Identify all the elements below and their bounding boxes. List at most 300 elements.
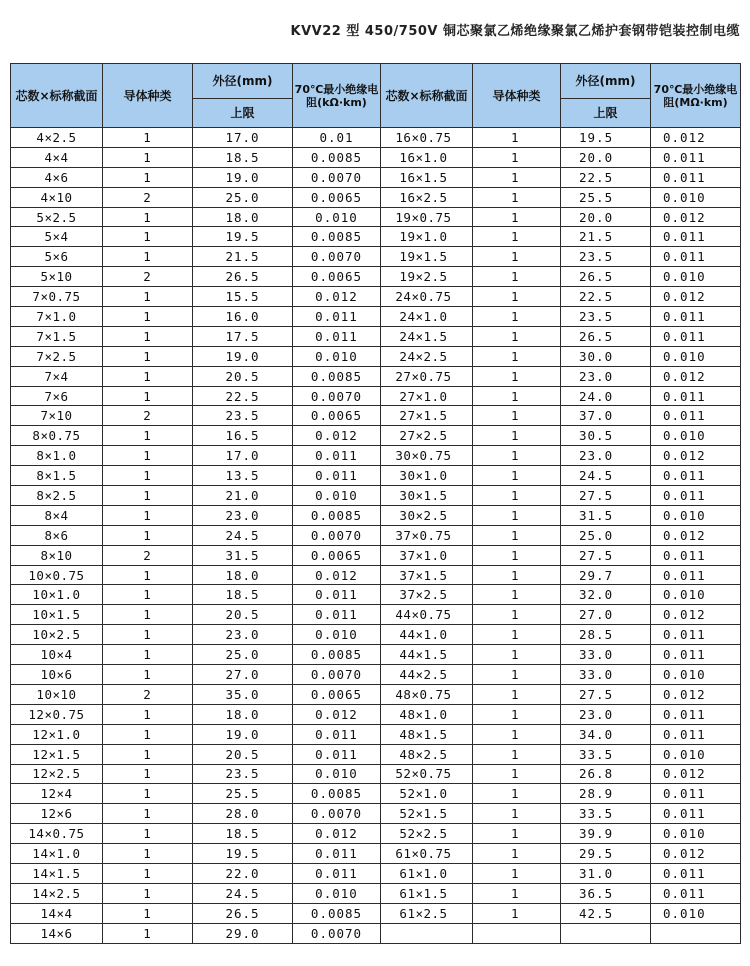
cell-insulation-right: 0.010 [651, 346, 741, 366]
cell-insulation: 0.0065 [293, 545, 381, 565]
table-body [11, 128, 741, 944]
cell-conductor-right: 1 [473, 645, 561, 665]
cell-conductor: 2 [103, 187, 193, 207]
cell-insulation-right: 0.012 [651, 207, 741, 227]
table-row [11, 326, 741, 346]
cell-diameter: 20.5 [193, 605, 293, 625]
cell-conductor: 1 [103, 645, 193, 665]
cell-diameter: 19.5 [193, 844, 293, 864]
cell-diameter-right: 23.5 [561, 307, 651, 327]
cell-cores-right: 37×2.5 [381, 585, 473, 605]
table-row [11, 147, 741, 167]
cell-insulation: 0.0070 [293, 923, 381, 943]
cell-insulation-right: 0.011 [651, 625, 741, 645]
cell-insulation: 0.010 [293, 883, 381, 903]
cell-cores: 8×10 [11, 545, 103, 565]
cell-diameter-right: 29.7 [561, 565, 651, 585]
cell-cores-right: 61×1.5 [381, 883, 473, 903]
cell-conductor: 1 [103, 704, 193, 724]
cell-conductor-right: 1 [473, 585, 561, 605]
cell-insulation-right: 0.010 [651, 824, 741, 844]
cell-cores-right: 52×2.5 [381, 824, 473, 844]
cell-diameter: 25.5 [193, 784, 293, 804]
table-row [11, 486, 741, 506]
cell-diameter-right: 21.5 [561, 227, 651, 247]
cell-diameter: 16.5 [193, 426, 293, 446]
cell-diameter: 19.5 [193, 227, 293, 247]
cell-conductor: 2 [103, 267, 193, 287]
cell-cores-right: 52×1.5 [381, 804, 473, 824]
cell-conductor: 1 [103, 764, 193, 784]
cell-insulation: 0.011 [293, 307, 381, 327]
cell-insulation-right: 0.011 [651, 227, 741, 247]
cell-insulation-right: 0.010 [651, 426, 741, 446]
cell-conductor: 1 [103, 744, 193, 764]
cell-diameter: 18.5 [193, 147, 293, 167]
cell-cores: 14×4 [11, 903, 103, 923]
cell-cores-right: 30×1.5 [381, 486, 473, 506]
cell-insulation-right: 0.012 [651, 764, 741, 784]
cell-diameter: 17.5 [193, 326, 293, 346]
cell-conductor-right: 1 [473, 625, 561, 645]
cell-cores: 10×1.5 [11, 605, 103, 625]
cell-cores-right: 61×0.75 [381, 844, 473, 864]
cell-conductor: 1 [103, 147, 193, 167]
cell-diameter-right: 26.8 [561, 764, 651, 784]
table-row [11, 923, 741, 943]
cell-diameter: 23.5 [193, 406, 293, 426]
cell-conductor: 1 [103, 207, 193, 227]
cell-insulation: 0.011 [293, 605, 381, 625]
cell-conductor: 1 [103, 326, 193, 346]
cell-insulation-right: 0.011 [651, 167, 741, 187]
table-row [11, 883, 741, 903]
cell-conductor: 1 [103, 128, 193, 148]
cell-insulation-right: 0.011 [651, 724, 741, 744]
cell-diameter: 22.0 [193, 863, 293, 883]
cell-insulation-right: 0.011 [651, 704, 741, 724]
cell-diameter: 26.5 [193, 267, 293, 287]
cell-conductor-right: 1 [473, 128, 561, 148]
cell-cores: 8×6 [11, 525, 103, 545]
cell-diameter-right: 25.0 [561, 525, 651, 545]
cell-cores-right: 30×2.5 [381, 505, 473, 525]
cell-cores: 8×1.5 [11, 466, 103, 486]
cell-diameter-right: 25.5 [561, 187, 651, 207]
cell-diameter-right: 26.5 [561, 326, 651, 346]
table-row [11, 645, 741, 665]
cell-conductor-right: 1 [473, 903, 561, 923]
table-row [11, 764, 741, 784]
cell-diameter: 18.0 [193, 207, 293, 227]
cell-insulation: 0.010 [293, 486, 381, 506]
cell-insulation: 0.0085 [293, 645, 381, 665]
cell-conductor: 1 [103, 446, 193, 466]
cell-diameter: 19.0 [193, 724, 293, 744]
cell-diameter-right: 23.0 [561, 366, 651, 386]
cell-conductor: 1 [103, 346, 193, 366]
cell-conductor-right: 1 [473, 406, 561, 426]
cell-conductor: 1 [103, 625, 193, 645]
cell-insulation: 0.012 [293, 824, 381, 844]
cell-diameter-right [561, 923, 651, 943]
cell-cores-right: 44×1.0 [381, 625, 473, 645]
table-row [11, 128, 741, 148]
cell-cores: 12×2.5 [11, 764, 103, 784]
cell-cores: 10×0.75 [11, 565, 103, 585]
header-upper-limit-right: 上限 [561, 99, 651, 128]
cell-conductor-right: 1 [473, 207, 561, 227]
cell-insulation-right: 0.012 [651, 446, 741, 466]
cell-insulation-right: 0.010 [651, 187, 741, 207]
cell-diameter: 15.5 [193, 287, 293, 307]
cell-diameter: 23.0 [193, 505, 293, 525]
cell-cores: 7×0.75 [11, 287, 103, 307]
cell-cores: 12×6 [11, 804, 103, 824]
cell-diameter-right: 20.0 [561, 207, 651, 227]
cell-cores-right: 19×1.0 [381, 227, 473, 247]
cell-cores-right: 61×1.0 [381, 863, 473, 883]
cell-conductor-right: 1 [473, 605, 561, 625]
cell-insulation-right: 0.012 [651, 366, 741, 386]
cell-diameter-right: 33.0 [561, 645, 651, 665]
cell-diameter: 25.0 [193, 645, 293, 665]
table-row [11, 724, 741, 744]
cell-insulation-right: 0.011 [651, 545, 741, 565]
cell-insulation: 0.011 [293, 585, 381, 605]
cell-cores-right: 37×0.75 [381, 525, 473, 545]
cell-cores-right: 16×0.75 [381, 128, 473, 148]
cell-diameter: 13.5 [193, 466, 293, 486]
cell-diameter: 16.0 [193, 307, 293, 327]
page-title: KVV22 型 450/750V 铜芯聚氯乙烯绝缘聚氯乙烯护套钢带铠装控制电缆 [290, 24, 740, 39]
cell-conductor: 1 [103, 247, 193, 267]
cell-conductor: 1 [103, 167, 193, 187]
cell-conductor: 1 [103, 486, 193, 506]
cell-conductor: 1 [103, 565, 193, 585]
cell-insulation: 0.0070 [293, 804, 381, 824]
table-row [11, 446, 741, 466]
cable-spec-table [10, 63, 741, 944]
cell-diameter-right: 33.0 [561, 665, 651, 685]
header-upper-limit: 上限 [193, 99, 293, 128]
cell-insulation: 0.01 [293, 128, 381, 148]
cell-insulation-right: 0.012 [651, 525, 741, 545]
cell-insulation-right: 0.010 [651, 585, 741, 605]
cell-insulation: 0.0070 [293, 525, 381, 545]
cell-conductor: 2 [103, 545, 193, 565]
cell-insulation-right: 0.011 [651, 466, 741, 486]
cell-diameter: 23.0 [193, 625, 293, 645]
cell-cores-right: 16×2.5 [381, 187, 473, 207]
cell-conductor: 1 [103, 287, 193, 307]
table-header [11, 64, 741, 128]
cell-insulation-right: 0.011 [651, 784, 741, 804]
cell-diameter: 18.0 [193, 565, 293, 585]
cell-conductor: 1 [103, 863, 193, 883]
cell-conductor-right: 1 [473, 804, 561, 824]
cell-cores-right: 19×1.5 [381, 247, 473, 267]
table-row [11, 366, 741, 386]
table-row [11, 863, 741, 883]
cell-cores: 14×1.0 [11, 844, 103, 864]
cell-insulation: 0.0070 [293, 665, 381, 685]
cell-conductor: 1 [103, 307, 193, 327]
cell-cores: 12×4 [11, 784, 103, 804]
cell-diameter-right: 19.5 [561, 128, 651, 148]
cell-insulation: 0.0085 [293, 903, 381, 923]
cell-insulation-right: 0.012 [651, 684, 741, 704]
cell-cores: 7×4 [11, 366, 103, 386]
cell-conductor: 1 [103, 903, 193, 923]
cell-conductor: 1 [103, 824, 193, 844]
cell-conductor: 1 [103, 386, 193, 406]
table-row [11, 406, 741, 426]
table-row [11, 665, 741, 685]
cell-cores: 7×6 [11, 386, 103, 406]
cell-diameter: 27.0 [193, 665, 293, 685]
cell-insulation: 0.0070 [293, 247, 381, 267]
cell-cores-right: 48×1.5 [381, 724, 473, 744]
cell-cores: 5×6 [11, 247, 103, 267]
cell-cores-right: 44×2.5 [381, 665, 473, 685]
header-diameter: 外径(mm) [193, 64, 293, 99]
table-row [11, 565, 741, 585]
cell-insulation-right: 0.010 [651, 505, 741, 525]
cell-cores: 4×4 [11, 147, 103, 167]
cell-diameter-right: 26.5 [561, 267, 651, 287]
cell-diameter-right: 34.0 [561, 724, 651, 744]
cell-insulation: 0.011 [293, 863, 381, 883]
cell-conductor-right: 1 [473, 744, 561, 764]
cell-diameter-right: 36.5 [561, 883, 651, 903]
cell-insulation-right: 0.011 [651, 147, 741, 167]
header-insulation: 70℃最小绝缘电阻(kΩ·km) [293, 64, 381, 128]
cell-cores-right: 19×0.75 [381, 207, 473, 227]
cell-conductor: 1 [103, 366, 193, 386]
cell-insulation-right: 0.012 [651, 844, 741, 864]
table-row [11, 227, 741, 247]
cell-cores-right: 27×1.5 [381, 406, 473, 426]
table-row [11, 804, 741, 824]
cell-diameter: 24.5 [193, 525, 293, 545]
cell-insulation: 0.011 [293, 744, 381, 764]
cell-conductor: 1 [103, 605, 193, 625]
cell-cores: 4×10 [11, 187, 103, 207]
cell-diameter: 29.0 [193, 923, 293, 943]
cell-diameter-right: 30.5 [561, 426, 651, 446]
table-row [11, 824, 741, 844]
cell-insulation: 0.011 [293, 724, 381, 744]
cell-cores-right: 37×1.0 [381, 545, 473, 565]
cell-conductor: 1 [103, 804, 193, 824]
cell-insulation: 0.011 [293, 466, 381, 486]
table-row [11, 525, 741, 545]
cell-insulation: 0.010 [293, 346, 381, 366]
cell-conductor: 1 [103, 724, 193, 744]
cell-cores-right: 30×0.75 [381, 446, 473, 466]
cell-conductor: 1 [103, 505, 193, 525]
cell-diameter-right: 27.5 [561, 684, 651, 704]
cell-insulation-right: 0.011 [651, 326, 741, 346]
cell-insulation-right: 0.011 [651, 486, 741, 506]
cell-cores: 10×4 [11, 645, 103, 665]
cell-conductor: 1 [103, 585, 193, 605]
cell-cores: 5×2.5 [11, 207, 103, 227]
cell-insulation-right: 0.010 [651, 665, 741, 685]
cell-insulation-right: 0.012 [651, 128, 741, 148]
cell-insulation-right: 0.012 [651, 287, 741, 307]
cell-cores-right: 61×2.5 [381, 903, 473, 923]
cell-diameter: 24.5 [193, 883, 293, 903]
cell-insulation-right: 0.012 [651, 605, 741, 625]
cell-conductor-right: 1 [473, 247, 561, 267]
cell-insulation: 0.0065 [293, 267, 381, 287]
cell-insulation: 0.0085 [293, 227, 381, 247]
table-row [11, 704, 741, 724]
cell-diameter-right: 20.0 [561, 147, 651, 167]
cell-cores-right: 24×1.5 [381, 326, 473, 346]
table-row [11, 267, 741, 287]
cell-insulation: 0.010 [293, 764, 381, 784]
cell-insulation: 0.0070 [293, 386, 381, 406]
cell-insulation: 0.0070 [293, 167, 381, 187]
cell-cores: 14×2.5 [11, 883, 103, 903]
cell-insulation: 0.011 [293, 844, 381, 864]
cell-cores-right: 27×0.75 [381, 366, 473, 386]
cell-conductor: 1 [103, 844, 193, 864]
cell-cores-right [381, 923, 473, 943]
cell-conductor-right: 1 [473, 287, 561, 307]
cell-diameter-right: 24.5 [561, 466, 651, 486]
cell-conductor-right: 1 [473, 486, 561, 506]
cell-conductor: 1 [103, 665, 193, 685]
cell-insulation-right: 0.011 [651, 883, 741, 903]
table-row [11, 466, 741, 486]
cell-cores-right: 44×1.5 [381, 645, 473, 665]
table-row [11, 426, 741, 446]
cell-conductor: 1 [103, 426, 193, 446]
table-row [11, 247, 741, 267]
cell-conductor-right: 1 [473, 386, 561, 406]
cell-insulation: 0.012 [293, 704, 381, 724]
cell-diameter-right: 23.0 [561, 446, 651, 466]
cell-conductor-right: 1 [473, 466, 561, 486]
table-row [11, 167, 741, 187]
cell-insulation-right: 0.010 [651, 903, 741, 923]
cell-insulation: 0.010 [293, 207, 381, 227]
table-row [11, 207, 741, 227]
cell-cores-right: 27×2.5 [381, 426, 473, 446]
cell-cores: 12×1.0 [11, 724, 103, 744]
table-row [11, 307, 741, 327]
cell-diameter-right: 28.5 [561, 625, 651, 645]
cell-insulation: 0.011 [293, 326, 381, 346]
cell-cores-right: 16×1.5 [381, 167, 473, 187]
cell-conductor-right: 1 [473, 187, 561, 207]
header-diameter-right: 外径(mm) [561, 64, 651, 99]
cell-diameter-right: 37.0 [561, 406, 651, 426]
table-row [11, 287, 741, 307]
cell-conductor-right: 1 [473, 684, 561, 704]
cell-conductor-right: 1 [473, 505, 561, 525]
cell-insulation: 0.0085 [293, 366, 381, 386]
cell-cores-right: 48×2.5 [381, 744, 473, 764]
cell-diameter: 21.0 [193, 486, 293, 506]
cell-diameter-right: 42.5 [561, 903, 651, 923]
cell-cores: 8×4 [11, 505, 103, 525]
cell-cores: 7×1.0 [11, 307, 103, 327]
cell-cores: 8×2.5 [11, 486, 103, 506]
cell-cores-right: 52×1.0 [381, 784, 473, 804]
cell-insulation: 0.012 [293, 426, 381, 446]
cell-insulation: 0.0065 [293, 684, 381, 704]
header-cores-right: 芯数×标称截面 [381, 64, 473, 128]
cell-diameter-right: 23.5 [561, 247, 651, 267]
cell-cores-right: 52×0.75 [381, 764, 473, 784]
cell-conductor-right: 1 [473, 824, 561, 844]
cell-diameter: 35.0 [193, 684, 293, 704]
cell-conductor: 2 [103, 406, 193, 426]
cell-insulation-right: 0.010 [651, 267, 741, 287]
cell-diameter: 19.0 [193, 346, 293, 366]
cell-cores-right: 30×1.0 [381, 466, 473, 486]
cell-cores-right: 24×2.5 [381, 346, 473, 366]
cell-conductor-right: 1 [473, 665, 561, 685]
cell-diameter: 20.5 [193, 366, 293, 386]
cell-diameter-right: 39.9 [561, 824, 651, 844]
cell-conductor-right: 1 [473, 525, 561, 545]
cell-diameter: 31.5 [193, 545, 293, 565]
table-row [11, 585, 741, 605]
cell-cores: 7×10 [11, 406, 103, 426]
cell-cores: 7×1.5 [11, 326, 103, 346]
cell-insulation: 0.0085 [293, 784, 381, 804]
cell-cores: 14×6 [11, 923, 103, 943]
cell-cores: 5×4 [11, 227, 103, 247]
cell-conductor-right: 1 [473, 784, 561, 804]
cell-diameter: 19.0 [193, 167, 293, 187]
cell-diameter: 18.0 [193, 704, 293, 724]
cell-cores-right: 19×2.5 [381, 267, 473, 287]
cell-conductor-right: 1 [473, 227, 561, 247]
cell-conductor: 1 [103, 466, 193, 486]
cell-diameter: 18.5 [193, 585, 293, 605]
cell-cores-right: 48×0.75 [381, 684, 473, 704]
cell-conductor-right: 1 [473, 366, 561, 386]
table-row [11, 784, 741, 804]
header-cores: 芯数×标称截面 [11, 64, 103, 128]
cell-conductor-right: 1 [473, 764, 561, 784]
cell-diameter: 17.0 [193, 446, 293, 466]
cell-diameter: 25.0 [193, 187, 293, 207]
cell-diameter-right: 24.0 [561, 386, 651, 406]
cell-conductor-right: 1 [473, 883, 561, 903]
cell-conductor-right: 1 [473, 307, 561, 327]
cell-diameter-right: 27.5 [561, 486, 651, 506]
cell-cores: 12×1.5 [11, 744, 103, 764]
header-conductor-right: 导体种类 [473, 64, 561, 128]
cell-cores-right: 27×1.0 [381, 386, 473, 406]
cell-diameter-right: 33.5 [561, 744, 651, 764]
cell-diameter-right: 27.5 [561, 545, 651, 565]
cell-diameter-right: 27.0 [561, 605, 651, 625]
table-row [11, 386, 741, 406]
cell-insulation: 0.011 [293, 446, 381, 466]
cell-insulation: 0.0065 [293, 187, 381, 207]
cell-conductor-right: 1 [473, 724, 561, 744]
cell-diameter: 21.5 [193, 247, 293, 267]
